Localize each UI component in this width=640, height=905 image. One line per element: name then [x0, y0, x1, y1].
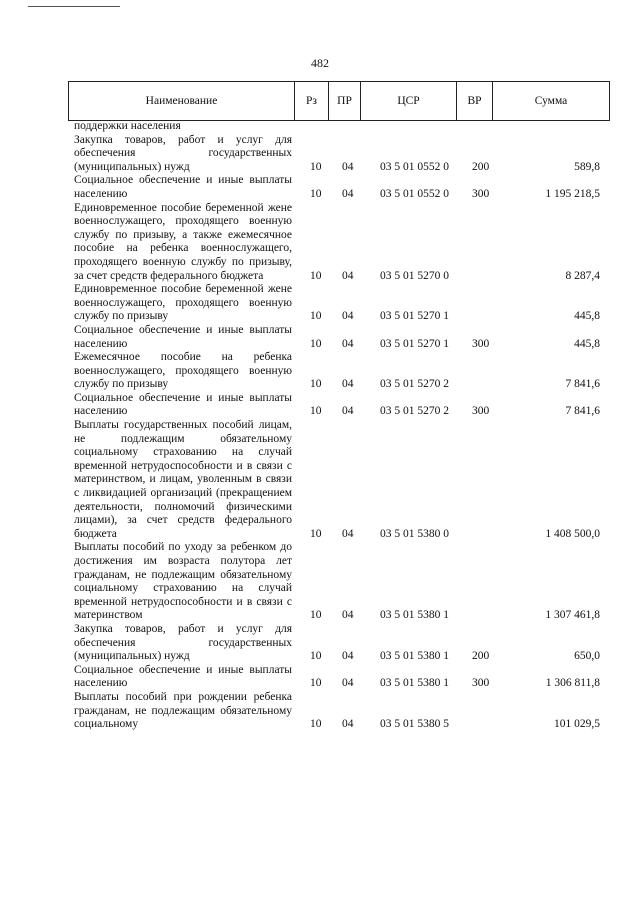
row-pr: 04 [342, 718, 354, 731]
row-name: Социальное обеспечение и иные выплаты населению [74, 663, 292, 690]
header-vr: ВР [457, 82, 493, 120]
row-csr: 03 5 01 5380 1 [380, 677, 449, 690]
header-rz: Рз [295, 82, 329, 120]
table-row [74, 174, 604, 201]
table-row [74, 134, 604, 175]
row-rz: 10 [310, 718, 322, 731]
row-name: Выплаты пособий при рождении ребенка гражданам, не подлежащим обязательному социальному [74, 690, 292, 731]
table-row [74, 541, 604, 623]
row-sum: 8 287,4 [565, 269, 600, 282]
row-vr: 200 [472, 160, 490, 173]
row-csr: 03 5 01 0552 0 [380, 187, 449, 200]
row-rz: 10 [310, 310, 322, 323]
row-name: Закупка товаров, работ и услуг для обеспечения государственных (муниципальных) нужд [74, 133, 292, 173]
row-rz: 10 [310, 609, 322, 622]
row-vr: 200 [472, 650, 490, 663]
row-vr: 300 [472, 405, 490, 418]
row-sum: 1 307 461,8 [545, 609, 600, 622]
row-rz: 10 [310, 337, 322, 350]
row-sum: 650,0 [574, 650, 600, 663]
row-pr: 04 [342, 405, 354, 418]
row-pr: 04 [342, 160, 354, 173]
row-rz: 10 [310, 405, 322, 418]
row-pr: 04 [342, 378, 354, 391]
table-row [74, 392, 604, 419]
row-csr: 03 5 01 5270 2 [380, 405, 449, 418]
row-name: Социальное обеспечение и иные выплаты населению [74, 391, 292, 418]
row-csr: 03 5 01 5270 1 [380, 310, 449, 323]
header-csr: ЦСР [361, 82, 457, 120]
table-row [74, 664, 604, 691]
row-vr: 300 [472, 337, 490, 350]
row-pr: 04 [342, 609, 354, 622]
table-row [74, 120, 604, 134]
row-pr: 04 [342, 337, 354, 350]
row-sum: 589,8 [574, 160, 600, 173]
row-rz: 10 [310, 269, 322, 282]
row-rz: 10 [310, 378, 322, 391]
row-rz: 10 [310, 650, 322, 663]
row-rz: 10 [310, 527, 322, 540]
row-pr: 04 [342, 310, 354, 323]
row-sum: 101 029,5 [554, 718, 600, 731]
row-csr: 03 5 01 5380 1 [380, 650, 449, 663]
row-rz: 10 [310, 187, 322, 200]
row-rz: 10 [310, 160, 322, 173]
row-name: Единовременное пособие беременной жене военнослужащего, проходящего военную службу по призыву, а также ежемесячное пособие на ребенка военнослужащего, проходящего военную службу по призыву, за счет средств федерального бюджета [74, 201, 292, 282]
row-name: Единовременное пособие беременной жене военнослужащего, проходящего военную службу по призыву [74, 283, 292, 323]
table-row [74, 419, 604, 541]
row-sum: 445,8 [574, 337, 600, 350]
table-row [74, 623, 604, 664]
row-sum: 445,8 [574, 310, 600, 323]
row-csr: 03 5 01 0552 0 [380, 160, 449, 173]
row-vr: 300 [472, 677, 490, 690]
header-sum: Сумма [534, 95, 568, 107]
row-csr: 03 5 01 5380 5 [380, 718, 449, 731]
row-vr: 300 [472, 187, 490, 200]
row-sum: 1 195 218,5 [545, 187, 600, 200]
top-rule [28, 6, 118, 7]
row-name: Выплаты пособий по уходу за ребенком до достижения им возраста полутора лет гражданам, не подлежащим обязательному социальному страхованию на случай временной нетрудоспособности и в связи с материнством [74, 541, 292, 622]
row-pr: 04 [342, 187, 354, 200]
row-pr: 04 [342, 527, 354, 540]
row-name: поддержки населения [74, 120, 181, 132]
row-sum: 1 408 500,0 [545, 527, 600, 540]
row-csr: 03 5 01 5270 0 [380, 269, 449, 282]
row-sum: 1 306 811,8 [545, 677, 600, 690]
table-row [74, 691, 604, 732]
row-name: Закупка товаров, работ и услуг для обеспечения государственных (муниципальных) нужд [74, 622, 292, 663]
row-sum: 7 841,6 [565, 405, 600, 418]
table-row [74, 283, 604, 324]
header-pr: ПР [329, 82, 361, 120]
row-pr: 04 [342, 269, 354, 282]
row-sum: 7 841,6 [565, 378, 600, 391]
row-csr: 03 5 01 5270 2 [380, 378, 449, 391]
row-name: Социальное обеспечение и иные выплаты населению [74, 323, 292, 350]
table-row [74, 202, 604, 284]
row-pr: 04 [342, 650, 354, 663]
header-name: Наименование [69, 82, 295, 120]
row-csr: 03 5 01 5270 1 [380, 337, 449, 350]
top-rule-short [108, 6, 120, 7]
table-header [68, 81, 610, 121]
row-csr: 03 5 01 5380 1 [380, 609, 449, 622]
row-name: Выплаты государственных пособий лицам, не подлежащим обязательному социальному страхованию на случай временной нетрудоспособности и в связи с материнством, и лицам, уволенным в связи с ликвидацией организаций (прекращением деятельности, полномочий физическими лицами), за счет средств федерального бюджета [74, 419, 292, 540]
row-pr: 04 [342, 677, 354, 690]
row-rz: 10 [310, 677, 322, 690]
page-number: 482 [311, 56, 329, 70]
table-row [74, 351, 604, 392]
row-name: Ежемесячное пособие на ребенка военнослужащего, проходящего военную службу по призыву [74, 351, 292, 391]
table-row [74, 324, 604, 351]
row-csr: 03 5 01 5380 0 [380, 527, 449, 540]
row-name: Социальное обеспечение и иные выплаты населению [74, 174, 292, 200]
table-body [74, 120, 604, 732]
